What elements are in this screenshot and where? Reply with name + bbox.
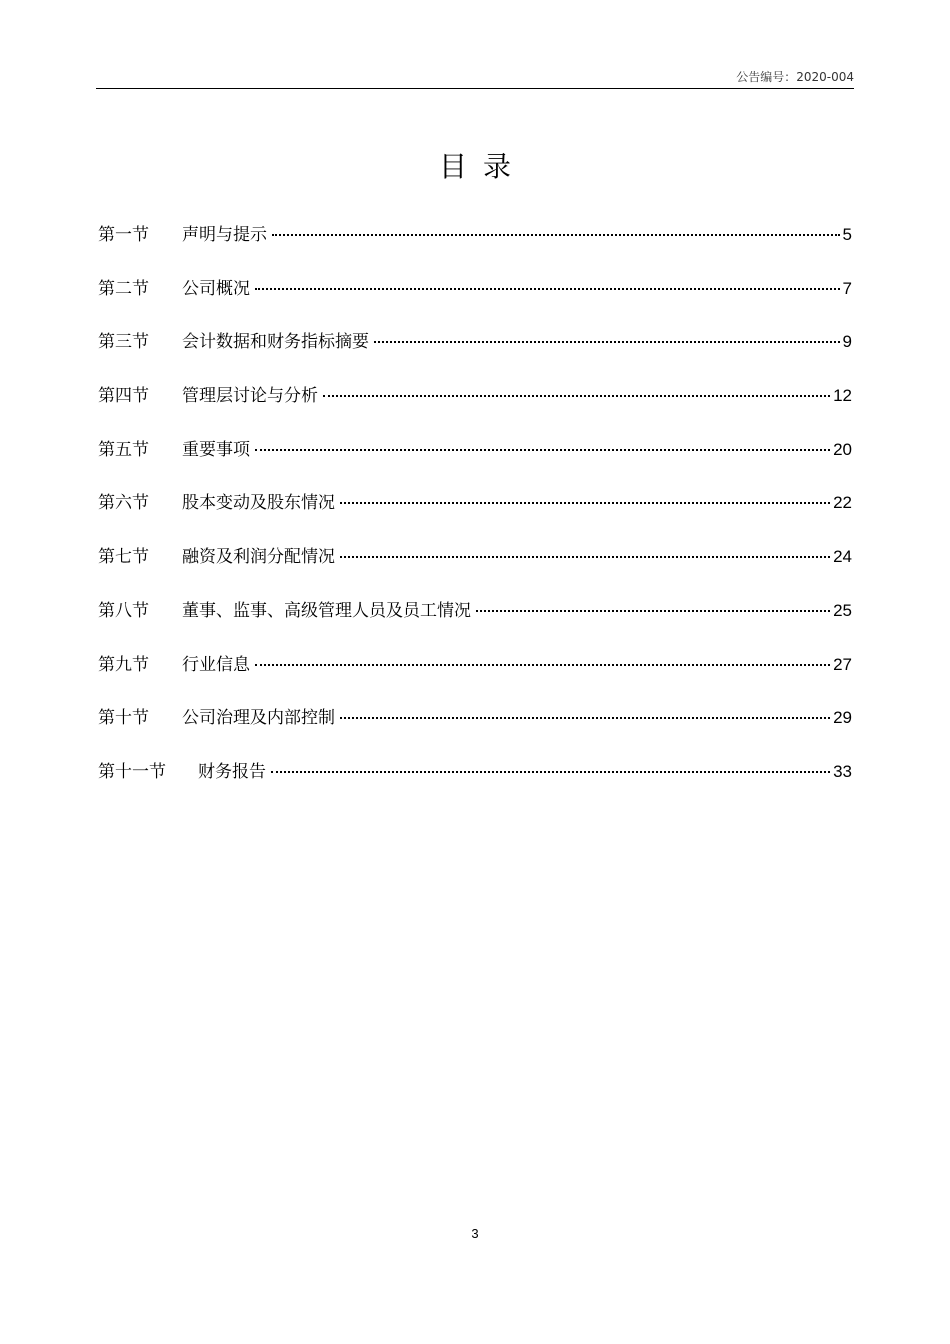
toc-dot-leader	[255, 429, 830, 451]
toc-entry[interactable]	[98, 218, 852, 272]
toc-section-number: 第五节	[98, 439, 149, 460]
toc-entry[interactable]	[98, 325, 852, 379]
toc-dot-leader	[374, 321, 840, 343]
toc-heading: 声明与提示	[182, 225, 267, 245]
toc-section-number: 第八节	[98, 600, 149, 621]
announcement-code: 公告编号：2020-004	[736, 70, 854, 84]
toc-entry[interactable]	[98, 594, 852, 648]
toc-heading: 公司概况	[182, 278, 250, 299]
toc-dot-leader	[255, 644, 830, 666]
toc-section-number: 第三节	[98, 332, 149, 353]
toc-page-number: 9	[842, 332, 852, 352]
toc-section-number: 第二节	[98, 278, 149, 299]
toc-entry[interactable]	[98, 701, 852, 755]
toc-heading: 重要事项	[182, 439, 250, 460]
toc-dot-leader	[271, 751, 830, 773]
toc-section-number: 第六节	[98, 493, 149, 514]
toc-page-number: 27	[833, 654, 852, 674]
toc-dot-leader	[255, 268, 840, 290]
toc-entry[interactable]	[98, 540, 852, 594]
toc-section-number: 第九节	[98, 654, 149, 675]
toc-page-number: 29	[833, 708, 852, 728]
toc-entry[interactable]	[98, 755, 852, 809]
toc-page-number: 12	[833, 386, 852, 406]
toc-page-number: 24	[833, 547, 852, 567]
toc-page-number: 20	[833, 439, 852, 459]
toc-heading: 行业信息	[182, 654, 250, 675]
toc-entry[interactable]	[98, 648, 852, 702]
header-divider	[96, 88, 854, 89]
toc-entry[interactable]	[98, 272, 852, 326]
toc-title: 目录	[438, 150, 527, 183]
toc-section-number: 第一节	[98, 225, 149, 245]
table-of-contents	[98, 218, 852, 809]
toc-heading: 融资及利润分配情况	[182, 547, 335, 568]
toc-heading: 公司治理及内部控制	[182, 708, 335, 729]
toc-entry[interactable]	[98, 379, 852, 433]
toc-page-number: 22	[833, 493, 852, 513]
toc-dot-leader	[272, 214, 840, 236]
toc-section-number: 第十一节	[98, 761, 166, 782]
toc-heading: 董事、监事、高级管理人员及员工情况	[182, 600, 471, 621]
toc-dot-leader	[340, 536, 830, 558]
page-number: 3	[471, 1226, 479, 1241]
toc-dot-leader	[323, 375, 830, 397]
toc-heading: 财务报告	[198, 761, 266, 782]
toc-page-number: 5	[842, 225, 852, 244]
toc-section-number: 第十节	[98, 708, 149, 729]
toc-entry[interactable]	[98, 486, 852, 540]
toc-heading: 股本变动及股东情况	[182, 493, 335, 514]
toc-page-number: 25	[833, 600, 852, 620]
toc-dot-leader	[340, 697, 830, 719]
toc-page-number: 33	[833, 761, 852, 781]
toc-entry[interactable]	[98, 433, 852, 487]
toc-section-number: 第四节	[98, 386, 149, 407]
toc-heading: 会计数据和财务指标摘要	[182, 332, 369, 353]
toc-heading: 管理层讨论与分析	[182, 386, 318, 407]
toc-page-number: 7	[842, 278, 852, 298]
toc-dot-leader	[476, 590, 830, 612]
toc-section-number: 第七节	[98, 547, 149, 568]
toc-dot-leader	[340, 482, 830, 504]
